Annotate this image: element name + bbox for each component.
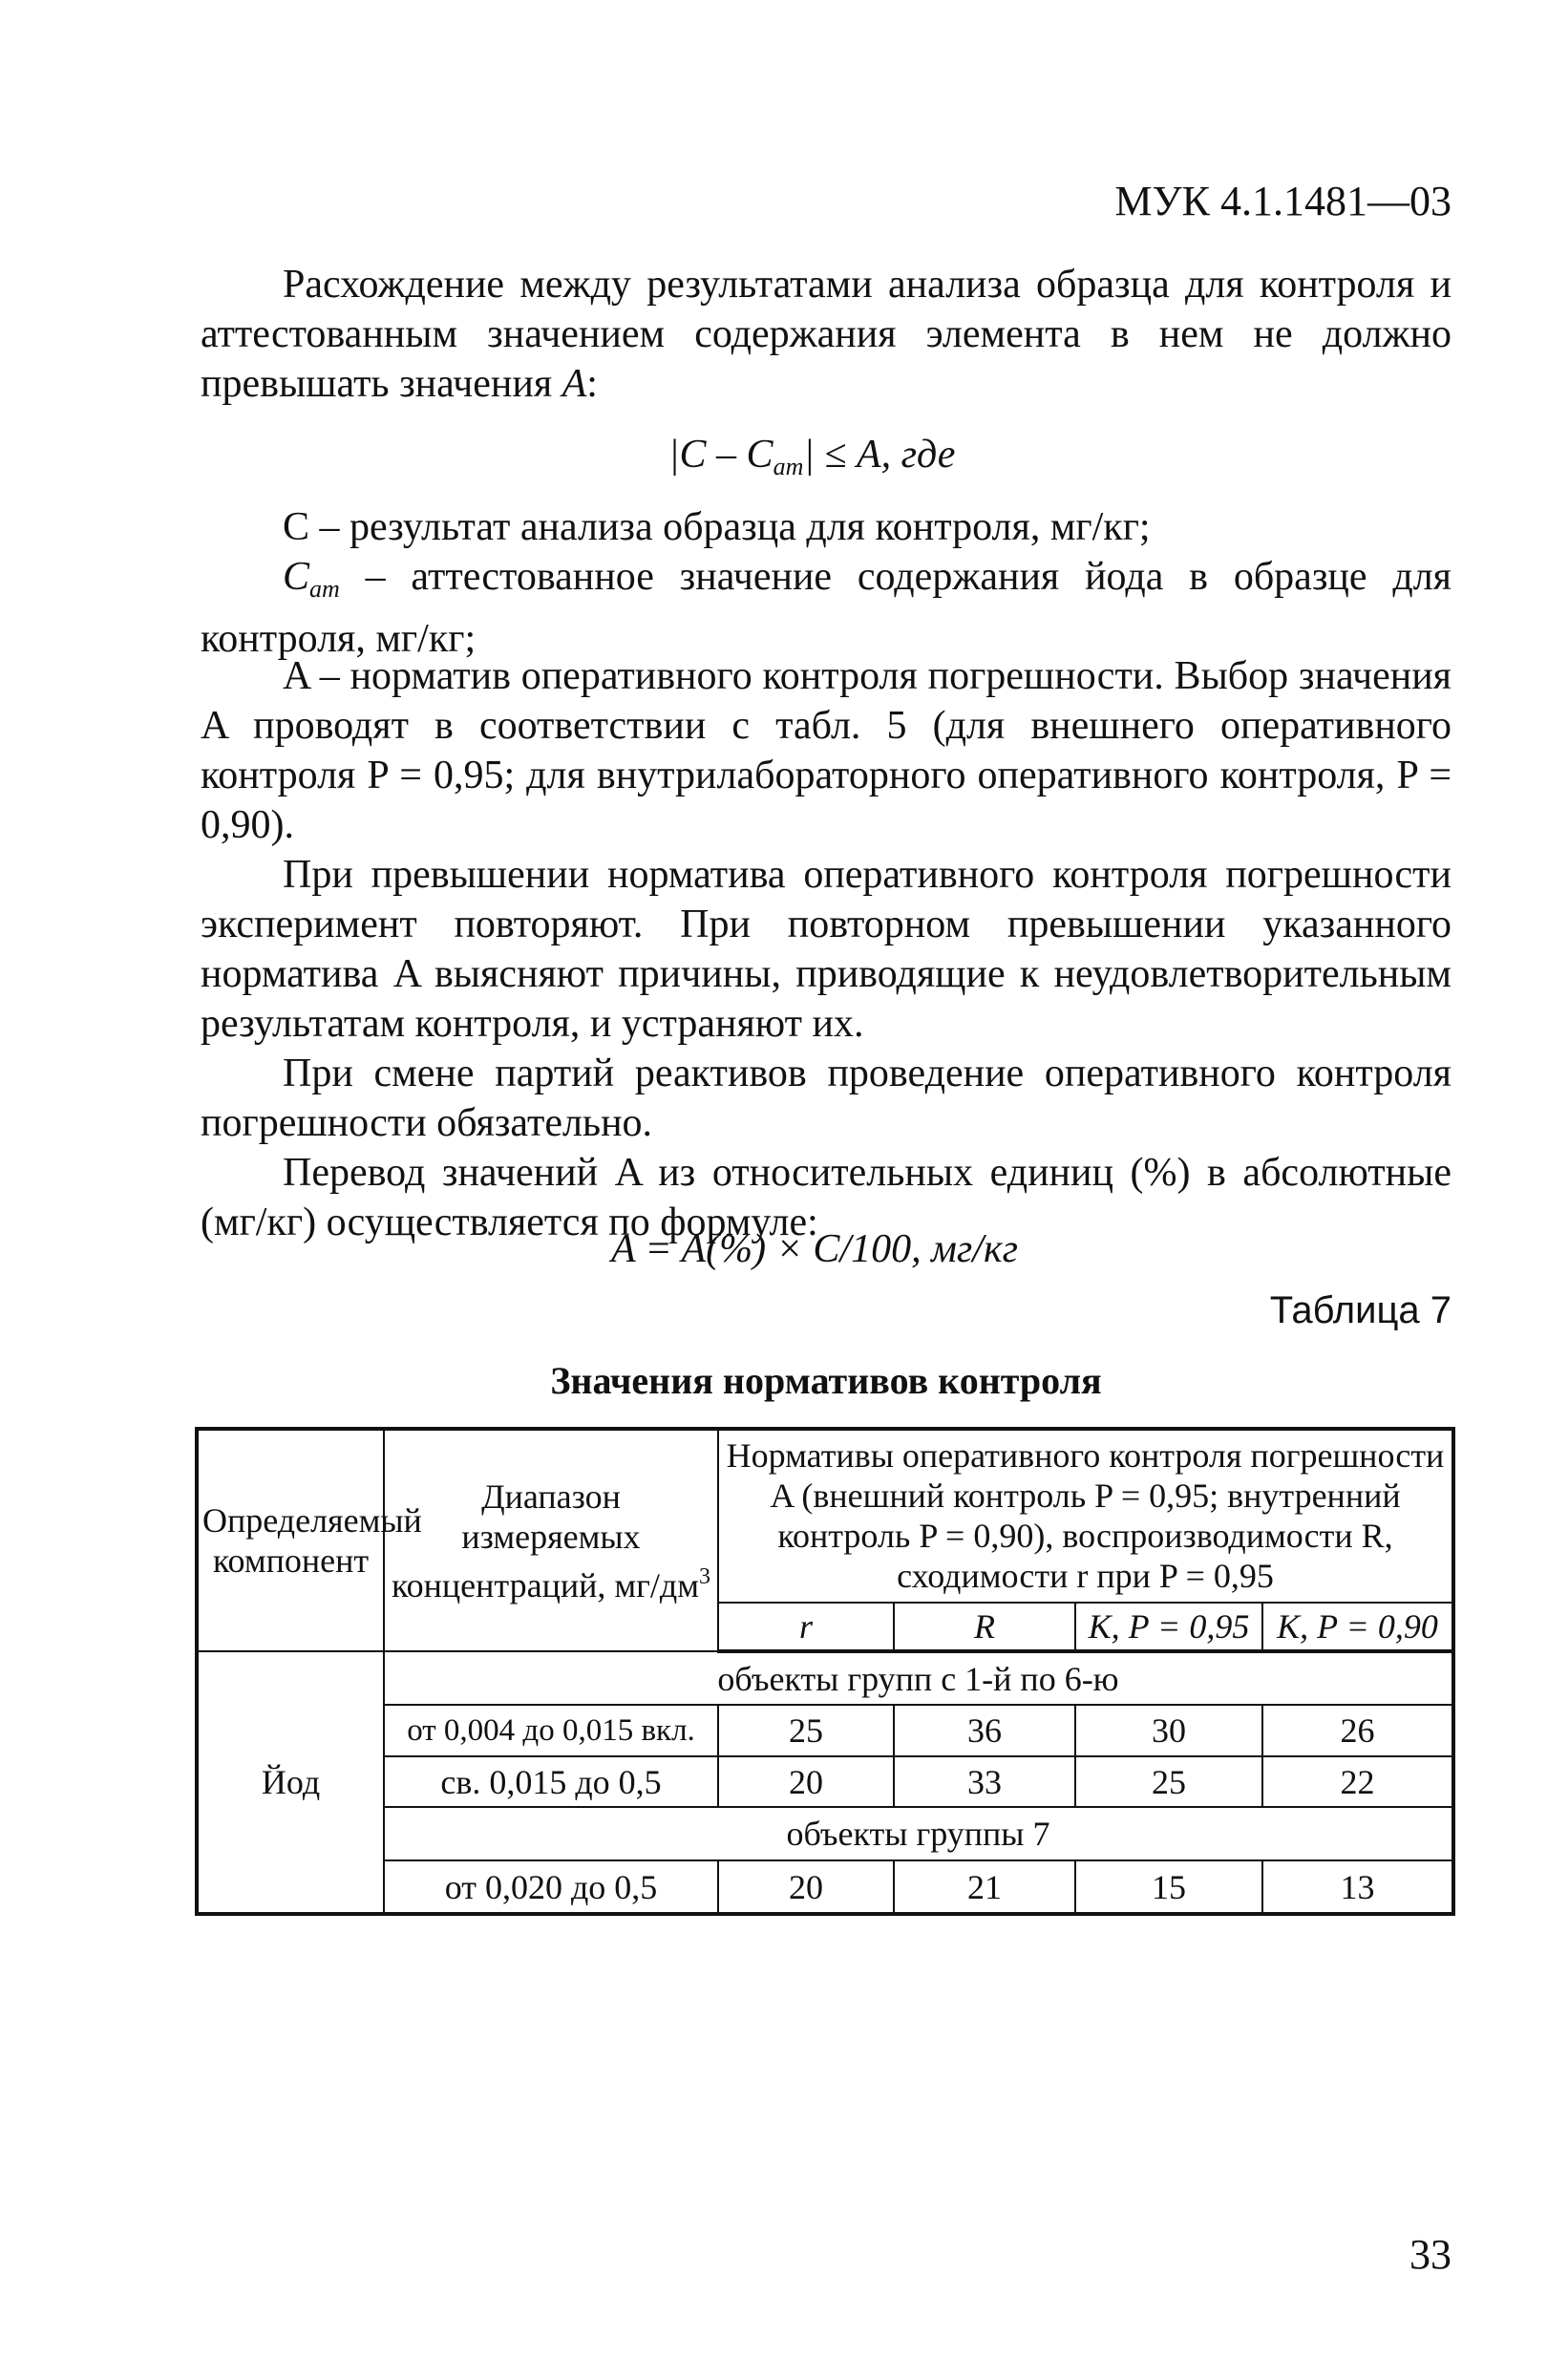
value-big-r: 36 [894, 1705, 1075, 1756]
value-r: 20 [718, 1756, 894, 1808]
group-label-1-6: объекты групп с 1-й по 6-ю [384, 1651, 1453, 1705]
subheader-big-r-text: R [974, 1607, 995, 1647]
paragraph-discrepancy-text: Расхождение между результатами анализа образца для контроля и аттестованным значением содержания элемента в нем не должно превышать значения [201, 263, 1451, 406]
table-number: Таблица 7 [1269, 1289, 1451, 1331]
definition-c: C – результат анализа образца для контроля, мг/кг; [283, 505, 1151, 549]
formula-convert [611, 1224, 1018, 1274]
header-norms: Нормативы оперативного контроля погрешности A (внешний контроль P = 0,95; внутренний контроль P = 0,90), воспроизводимости R, сходимости r при P = 0,95 [718, 1429, 1453, 1603]
page-number: 33 [1409, 2231, 1451, 2278]
subheader-k-090-text: K, P = 0,90 [1277, 1607, 1438, 1647]
definition-a: A – норматив оперативного контроля погрешности. Выбор значения A проводят в соответствии с табл. 5 (для внешнего оперативного контроля P = 0,95; для внутрилабораторного оперативного контроля, P = 0,90). [201, 654, 1451, 847]
formula-abs-difference [668, 430, 955, 492]
subheader-r-text: r [798, 1607, 813, 1647]
header-range [384, 1429, 718, 1651]
header-range-superscript: 3 [699, 1563, 711, 1589]
paragraph-batch: При смене партий реактивов проведение оперативного контроля погрешности обязательно. [201, 1052, 1451, 1145]
formula-convert-text: A = A(%) × C/100, мг/кг [611, 1227, 1019, 1271]
value-k-090: 22 [1262, 1756, 1453, 1808]
range-cell: св. 0,015 до 0,5 [384, 1756, 718, 1808]
table-row [197, 1860, 1453, 1914]
colon: : [586, 362, 598, 406]
value-big-r: 33 [894, 1756, 1075, 1808]
paragraph-convert: Перевод значений A из относительных единиц (%) в абсолютные (мг/кг) осуществляется по формуле: [201, 1151, 1451, 1244]
paragraph-discrepancy [201, 260, 1451, 409]
definition-c-at-text: – аттестованное значение содержания йода в образце для контроля, мг/кг; [201, 555, 1451, 661]
component-iodine: Йод [197, 1651, 384, 1914]
symbol-c: C [283, 555, 310, 599]
value-k-090: 13 [1262, 1860, 1453, 1914]
value-big-r: 21 [894, 1860, 1075, 1914]
norms-table [195, 1427, 1455, 1916]
formula-left: |C – C [668, 433, 773, 477]
formula-right: | ≤ A, где [803, 433, 956, 477]
symbol-c-subscript: ат [309, 575, 340, 603]
value-k-095: 25 [1075, 1756, 1262, 1808]
value-r: 20 [718, 1860, 894, 1914]
subheader-r [718, 1603, 894, 1652]
formula-subscript: ат [773, 453, 804, 480]
document-code: МУК 4.1.1481—03 [1114, 178, 1451, 224]
subheader-k-090 [1262, 1603, 1453, 1652]
value-k-090: 26 [1262, 1705, 1453, 1756]
variable-a: A [562, 362, 587, 406]
group-label-7: объекты группы 7 [384, 1807, 1453, 1860]
subheader-big-r [894, 1603, 1075, 1652]
value-r: 25 [718, 1705, 894, 1756]
paragraph-exceed: При превышении норматива оперативного контроля погрешности эксперимент повторяют. При повторном превышении указанного норматива A выясняют причины, приводящие к неудовлетворительным результатам контроля, и устраняют их. [201, 853, 1451, 1046]
header-range-text: Диапазон измеряемых концентраций, мг/дм [391, 1477, 700, 1604]
table-row [197, 1756, 1453, 1808]
range-cell: от 0,004 до 0,015 вкл. [384, 1705, 718, 1756]
table-title: Значения нормативов контроля [550, 1359, 1102, 1402]
definition-c-at [201, 552, 1451, 664]
subheader-k-095-text: K, P = 0,95 [1088, 1607, 1250, 1647]
table-row [197, 1705, 1453, 1756]
value-k-095: 30 [1075, 1705, 1262, 1756]
range-cell: от 0,020 до 0,5 [384, 1860, 718, 1914]
header-component: Определяемый компонент [197, 1429, 384, 1651]
subheader-k-095 [1075, 1603, 1262, 1652]
value-k-095: 15 [1075, 1860, 1262, 1914]
